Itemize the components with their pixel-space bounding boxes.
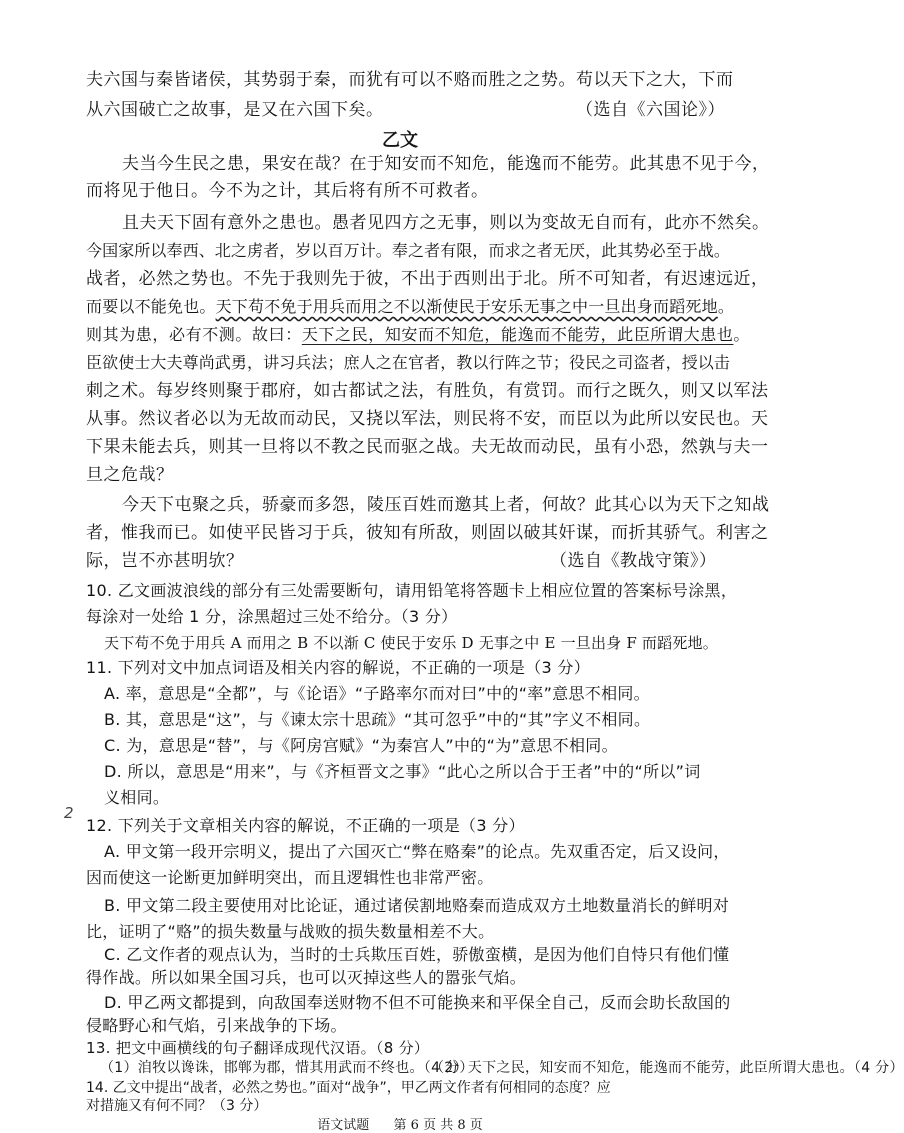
q12-option-b-line-1: B. 甲文第二段主要使用对比论证，通过诸侯割地赂秦而造成双方土地数量消长的鲜明对: [104, 896, 730, 915]
yiwen-p3-line-1: 今天下屯聚之兵，骄豪而多怨，陵压百姓而邀其上者，何故？此其心以为天下之知战: [122, 495, 770, 515]
q11-option-c: C. 为，意思是“替”，与《阿房宫赋》“为秦宫人”中的“为”意思不相同。: [104, 736, 618, 755]
yiwen-p2-line-5-post: 。: [733, 325, 751, 344]
q12-option-c-line-1: C. 乙文作者的观点认为，当时的士兵欺压百姓，骄傲蛮横，是因为他们自恃只有他们懂: [104, 945, 730, 964]
footer-subject: 语文试题: [317, 1118, 370, 1133]
q11-option-d-line-2: 义相同。: [104, 788, 170, 807]
q14-line-2: 对措施又有何不同？（3 分）: [86, 1098, 268, 1114]
yiwen-p2-line-5-pre: 则其为患，必有不测。故曰：: [86, 325, 302, 344]
q12-option-a-line-1: A. 甲文第一段开宗明义，提出了六国灭亡“弊在赂秦”的论点。先双重否定，后又设问，: [104, 842, 730, 861]
q11-option-d-line-1: D. 所以，意思是“用来”，与《齐桓晋文之事》“此心之所以合于王者”中的“所以”词: [104, 762, 701, 781]
yiwen-p2-line-5: [86, 324, 750, 346]
yiwen-p1-line-2: 而将见于他日。今不为之计，其后将有所不可救者。: [86, 181, 489, 201]
q12-stem: 12. 下列关于文章相关内容的解说，不正确的一项是（3 分）: [86, 816, 525, 835]
q12-option-a-line-2: 因而使这一论断更加鲜明突出，而且逻辑性也非常严密。: [86, 868, 494, 887]
q13-stem: 13. 把文中画横线的句子翻译成现代汉语。（8 分）: [86, 1039, 430, 1057]
yiwen-p2-line-7: 刺之术。每岁终则聚于郡府，如古都试之法，有胜负，有赏罚。而行之既久，则又以军法: [86, 381, 769, 401]
yiwen-p2-line-4-pre: 而要以不能免也。: [86, 297, 216, 316]
q11-stem: 11. 下列对文中加点词语及相关内容的解说，不正确的一项是（3 分）: [86, 658, 590, 677]
yiwen-p2-line-4-post: 。: [717, 297, 735, 316]
footer-page-number: 第 6 页 共 8 页: [393, 1118, 483, 1133]
yiwen-p2-line-4: [86, 296, 734, 318]
yiwen-title: 乙文: [382, 130, 418, 151]
yiwen-p2-line-10: 旦之危哉？: [86, 465, 174, 485]
q12-option-b-line-2: 比，证明了“赂”的损失数量与战败的损失数量相差不大。: [86, 922, 495, 941]
yiwen-source: （选自《教战守策》）: [550, 551, 717, 571]
jiawen-source: （选自《六国论》）: [576, 100, 725, 120]
q13-item-1: （1）洎牧以谗诛，邯郸为郡，惜其用武而不终也。（4 分）: [100, 1060, 474, 1076]
yiwen-p1-line-1: 夫当今生民之患，果安在哉？在于知安而不知危，能逸而不能劳。此其患不见于今，: [122, 154, 770, 174]
q14-line-1: 14. 乙文中提出“战者，必然之势也。”面对“战争”，甲乙两文作者有何相同的态度？应: [86, 1080, 611, 1096]
yiwen-p2-line-6: 臣欲使士大夫尊尚武勇，讲习兵法；庶人之在官者，教以行阵之节；役民之司盗者，授以击: [86, 353, 731, 372]
page-footer: [0, 1114, 800, 1133]
yiwen-p3-line-3: 际，岂不亦甚明欤？: [86, 551, 244, 571]
q10-line-2: 每涂对一处给 1 分，涂黑超过三处不给分。（3 分）: [86, 607, 458, 626]
q12-option-c-line-2: 得作战。所以如果全国习兵，也可以灭掉这些人的嚣张气焰。: [86, 968, 527, 987]
q10-options: 天下苟不免于用兵 A 而用之 B 不以渐 C 使民于安乐 D 无事之中 E 一旦出身 F 而蹈死地。: [104, 634, 718, 652]
underlined-sentence: 天下之民，知安而不知危，能逸而不能劳，此臣所谓大患也: [301, 325, 734, 344]
q13-item-2: （2）天下之民，知安而不知危，能逸而不能劳，此臣所谓大患也。（4 分）: [430, 1060, 904, 1076]
q11-option-b: B. 其，意思是“这”，与《谏太宗十思疏》“其可忽乎”中的“其”字义不相同。: [104, 710, 651, 729]
yiwen-p2-line-9: 下果未能去兵，则其一旦将以不教之民而驱之战。夫无故而动民，虽有小恐，然孰与夫一: [86, 437, 769, 457]
wavy-underlined-sentence: 天下苟不免于用兵而用之不以渐使民于安乐无事之中一旦出身而蹈死地: [215, 297, 718, 316]
handwritten-mark: 2: [64, 804, 74, 822]
jiawen-line-2: 从六国破亡之故事，是又在六国下矣。: [86, 100, 384, 120]
q12-option-d-line-2: 侵略野心和气焰，引来战争的下场。: [86, 1016, 347, 1035]
q10-line-1: 10. 乙文画波浪线的部分有三处需要断句，请用铅笔将答题卡上相应位置的答案标号涂黑，: [86, 581, 738, 600]
yiwen-p3-line-2: 者，惟我而已。如使平民皆习于兵，彼知有所敌，则固以破其奸谋，而折其骄气。利害之: [86, 523, 769, 543]
yiwen-p2-line-1: 且夫天下固有意外之患也。愚者见四方之无事，则以为变故无自而有，此亦不然矣。: [122, 213, 770, 233]
jiawen-line-1: 夫六国与秦皆诸侯，其势弱于秦，而犹有可以不赂而胜之之势。苟以天下之大，下而: [86, 70, 734, 90]
yiwen-p2-line-2: 今国家所以奉西、北之虏者，岁以百万计。奉之者有限，而求之者无厌，此其势必至于战。: [86, 241, 731, 260]
yiwen-p2-line-3: 战者，必然之势也。不先于我则先于彼，不出于西则出于北。所不可知者，有迟速远近，: [86, 269, 769, 289]
q12-option-d-line-1: D. 甲乙两文都提到，向敌国奉送财物不但不可能换来和平保全自己，反而会助长敌国的: [104, 993, 731, 1012]
q11-option-a: A. 率，意思是“全都”，与《论语》“子路率尔而对曰”中的“率”意思不相同。: [104, 684, 650, 703]
yiwen-p2-line-8: 从事。然议者必以为无故而动民，又挠以军法，则民将不安，而臣以为此所以安民也。天: [86, 409, 769, 429]
